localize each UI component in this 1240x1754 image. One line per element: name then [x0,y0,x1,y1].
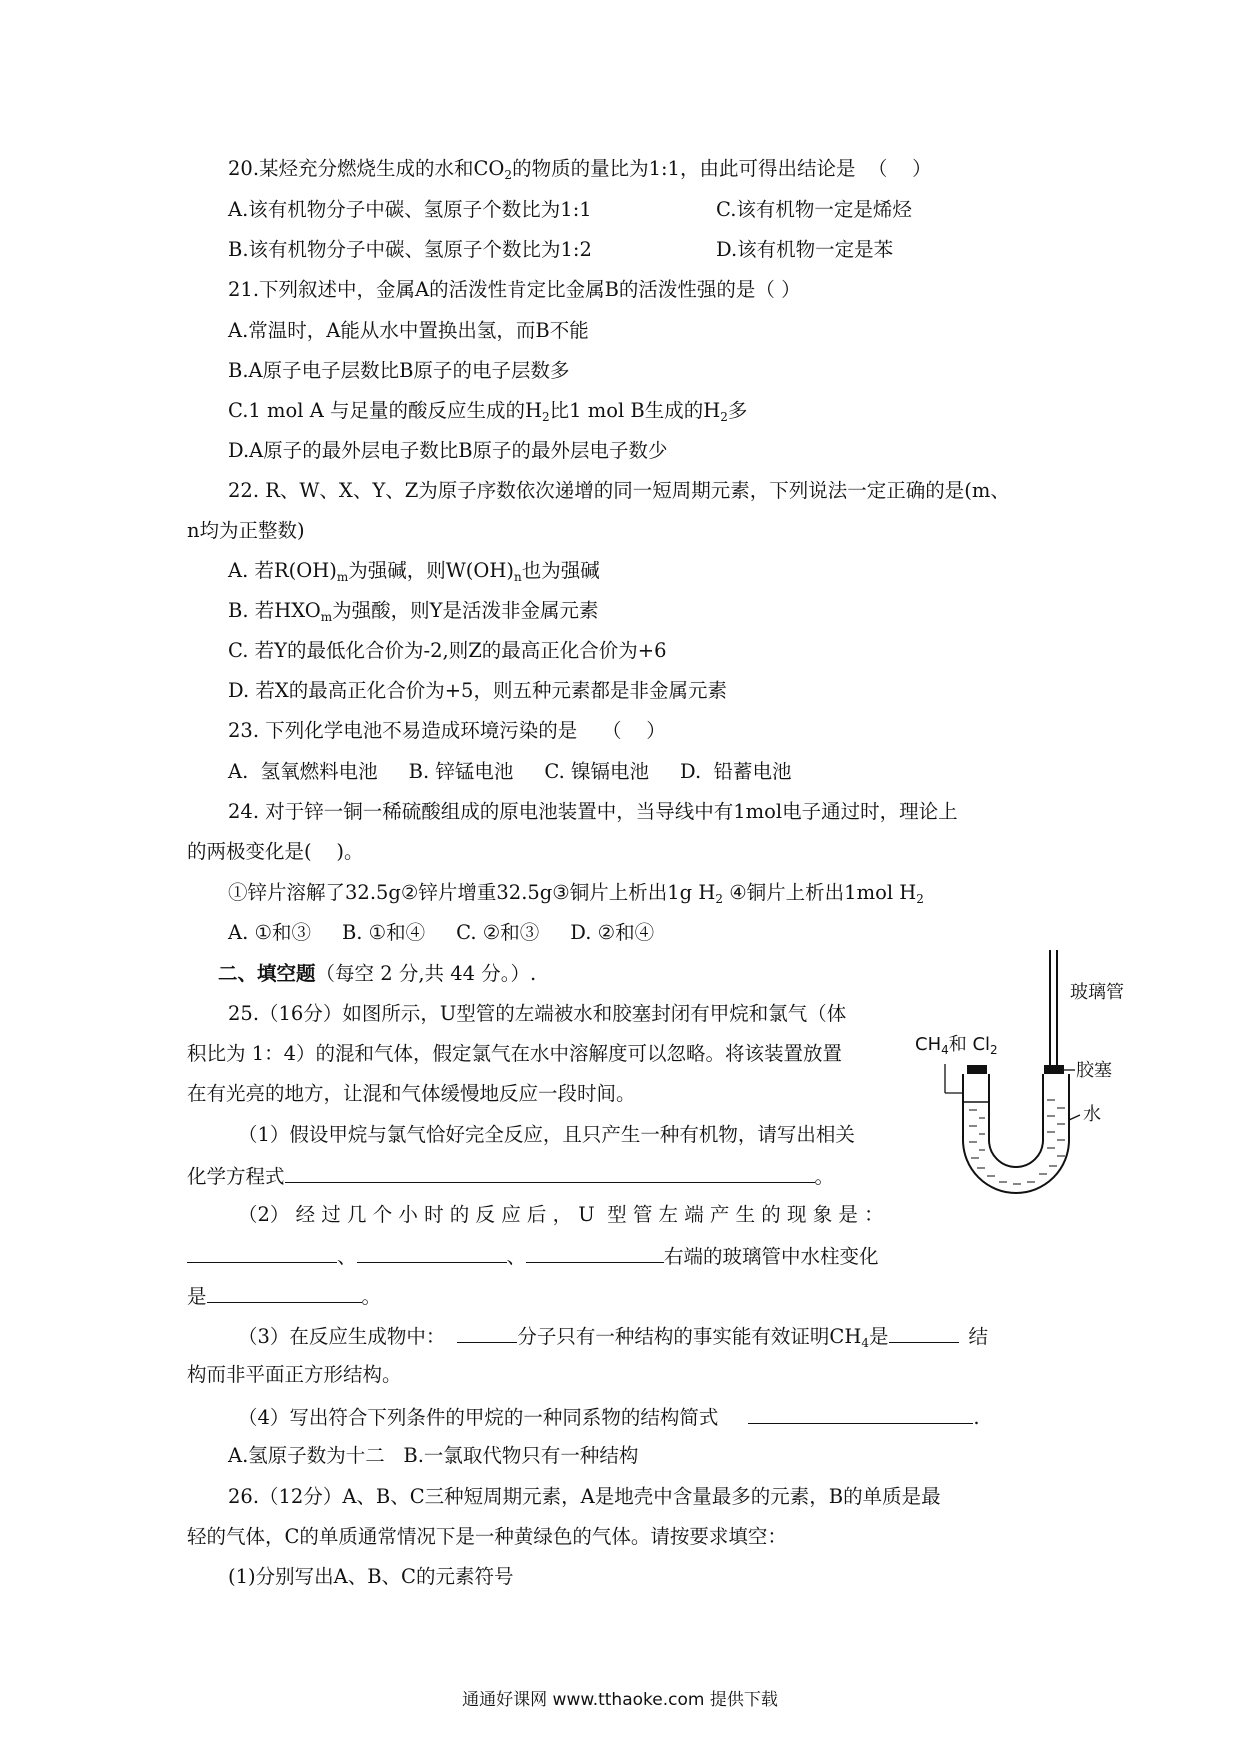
q24-items-part2: ④铜片上析出1mol H [723,881,917,904]
section-note: （每空 2 分,共 44 分。）. [315,962,537,985]
q22-stem-line1: 22. R、W、X、Y、Z为原子序数依次递增的同一短周期元素，下列说法一定正确的是(m、 [228,479,1010,502]
h2-sub: 2 [541,410,550,424]
q22-option-c: C. 若Y的最低化合价为-2,则Z的最高正化合价为+6 [228,639,667,662]
q25-part3-line2: 构而非平面正方形结构。 [187,1363,402,1386]
q25-line2: 积比为 1：4）的混和气体，假定氯气在水中溶解度可以忽略。将该装置放置 [187,1042,843,1065]
q24-items [228,880,924,912]
right-stopper [1044,1065,1064,1074]
answer-blank-water-column[interactable] [207,1282,362,1303]
q21-option-c-part3: 多 [727,399,748,422]
q25-part1-end: 。 [814,1165,835,1188]
stopper-label: 胶塞 [1076,1060,1112,1081]
q25-part4-text: （4）写出符合下列条件的甲烷的一种同系物的结构简式 [238,1406,719,1429]
q25-part1-label: 化学方程式 [187,1165,285,1188]
q21-option-d: D.A原子的最外层电子数比B原子的最外层电子数少 [228,439,668,462]
q21-stem: 21.下列叙述中，金属A的活泼性肯定比金属B的活泼性强的是（ ） [228,278,801,301]
q25-part4-end: . [973,1406,980,1429]
q20-stem-rest: 的物质的量比为1:1，由此可得出结论是 （ ） [512,157,932,180]
q25-part2-line2 [187,1242,879,1270]
q24-items-part1: ①锌片溶解了32.5g②锌片增重32.5g③铜片上析出1g H [228,881,716,904]
answer-blank-phenomenon-3[interactable] [526,1242,664,1263]
q26-part1: (1)分别写出A、B、C的元素符号 [228,1565,514,1588]
q20-option-d: D.该有机物一定是苯 [716,238,894,261]
q22-option-b-part1: B. 若HXO [228,599,321,622]
q23-stem: 23. 下列化学电池不易造成环境污染的是 （ ） [228,719,666,742]
water-label: 水 [1083,1104,1101,1125]
separator: 、 [506,1245,527,1268]
answer-blank-equation[interactable] [285,1162,815,1183]
q20-option-b: B.该有机物分子中碳、氢原子个数比为1:2 [228,238,592,261]
answer-blank-homolog[interactable] [748,1403,973,1424]
q21-option-c-part1: C.1 mol A 与足量的酸反应生成的H [228,399,542,422]
q24-options: A. ①和③ B. ①和④ C. ②和③ D. ②和④ [228,921,655,944]
q22-option-a-part2: 为强碱，则W(OH) [348,559,515,582]
q22-option-b-part2: 为强酸，则Y是活泼非金属元素 [332,599,599,622]
h2-sub: 2 [720,410,728,424]
gas-label-sub4: 4 [941,1043,949,1057]
u-tube-apparatus-figure [915,950,1145,1210]
q21-option-b: B.A原子电子层数比B原子的电子层数多 [228,359,570,382]
q21-option-c [228,398,747,430]
q25-part1-line2 [187,1162,834,1190]
answer-blank-phenomenon-2[interactable] [357,1242,507,1263]
q25-part3-text: 分子只有一种结构的事实能有效证明CH [517,1325,862,1348]
q26-line2: 轻的气体，C的单质通常情况下是一种黄绿色的气体。请按要求填空： [187,1525,787,1548]
gas-label-sub2: 2 [990,1043,998,1057]
q25-part3-label: （3）在反应生成物中： [238,1325,446,1348]
subscript-n: n [514,570,522,584]
q20-co2-sub: 2 [504,168,513,182]
q25-part3-text2: 是 [869,1325,889,1348]
q25-part4-line1 [238,1403,980,1431]
q25-part2-line3 [187,1282,381,1310]
q25-part2-text: 右端的玻璃管中水柱变化 [664,1245,879,1268]
q24-stem-line2: 的两极变化是( )。 [187,840,364,863]
subscript-m: m [336,570,349,584]
q25-part1-line1: （1）假设甲烷与氯气恰好完全反应，且只产生一种有机物，请写出相关 [238,1123,855,1146]
q25-part2-line1: （2） 经 过 几 个 小 时 的 反 应 后 ， U 型 管 左 端 产 生 的 现 象 是 ： [238,1203,884,1226]
q25-part2-end: 。 [361,1285,382,1308]
q24-stem-line1: 24. 对于锌一铜一稀硫酸组成的原电池装置中，当导线中有1mol电子通过时，理论上 [228,800,958,823]
q20-stem-text: 20.某烃充分燃烧生成的水和CO [228,157,505,180]
water-label-pointer [1069,1115,1080,1120]
gas-label [915,1034,998,1057]
subscript-m: m [320,610,333,624]
q22-stem-line2: n均为正整数) [187,519,305,542]
q22-option-a-part3: 也为强碱 [521,559,600,582]
page-footer: 通通好课网 www.tthaoke.com 提供下载 [462,1690,778,1710]
q21-option-a: A.常温时，A能从水中置换出氢，而B不能 [228,319,589,342]
h2-sub: 2 [715,892,723,906]
gas-label-ch: CH [915,1034,942,1055]
q21-option-c-part2: 比1 mol B生成的H [549,399,721,422]
q23-options: A. 氢氧燃料电池 B. 锌锰电池 C. 镍镉电池 D. 铅蓄电池 [228,760,792,783]
gas-label-mid: 和 Cl [948,1034,991,1055]
u-tube-outer [963,1074,1069,1193]
h2-sub: 2 [916,892,924,906]
q20-option-c: C.该有机物一定是烯烃 [716,198,912,221]
answer-blank-phenomenon-1[interactable] [187,1242,337,1263]
q25-line3: 在有光亮的地方，让混和气体缓慢地反应一段时间。 [187,1082,636,1105]
u-tube-inner [989,1074,1043,1167]
separator: 、 [337,1245,357,1268]
q25-part3-text3: 结 [968,1325,989,1348]
q25-part3-line1 [238,1322,988,1356]
q20-option-a: A.该有机物分子中碳、氢原子个数比为1:1 [228,198,592,221]
q20-stem [228,156,932,188]
q22-option-a-part1: A. 若R(OH) [228,559,337,582]
q22-option-a [228,558,600,590]
q25-part4-conditions: A.氢原子数为十二 B.一氯取代物只有一种结构 [228,1444,639,1467]
answer-blank-molecule[interactable] [457,1322,517,1343]
left-stopper [967,1065,987,1074]
water-fill [969,1100,1065,1184]
q22-option-d: D. 若X的最高正化合价为+5，则五种元素都是非金属元素 [228,679,727,702]
glass-tube-label: 玻璃管 [1070,982,1124,1003]
q26-line1: 26.（12分）A、B、C三种短周期元素，A是地壳中含量最多的元素，B的单质是最 [228,1485,941,1508]
ch4-sub: 4 [861,1336,869,1350]
section-heading [218,961,536,987]
answer-blank-structure[interactable] [889,1322,959,1343]
q22-option-b [228,598,599,630]
section-title: 二、填空题 [218,962,316,985]
q25-line1: 25.（16分）如图所示，U型管的左端被水和胶塞封闭有甲烷和氯气（体 [228,1002,847,1025]
q25-part2-label: 是 [187,1285,207,1308]
